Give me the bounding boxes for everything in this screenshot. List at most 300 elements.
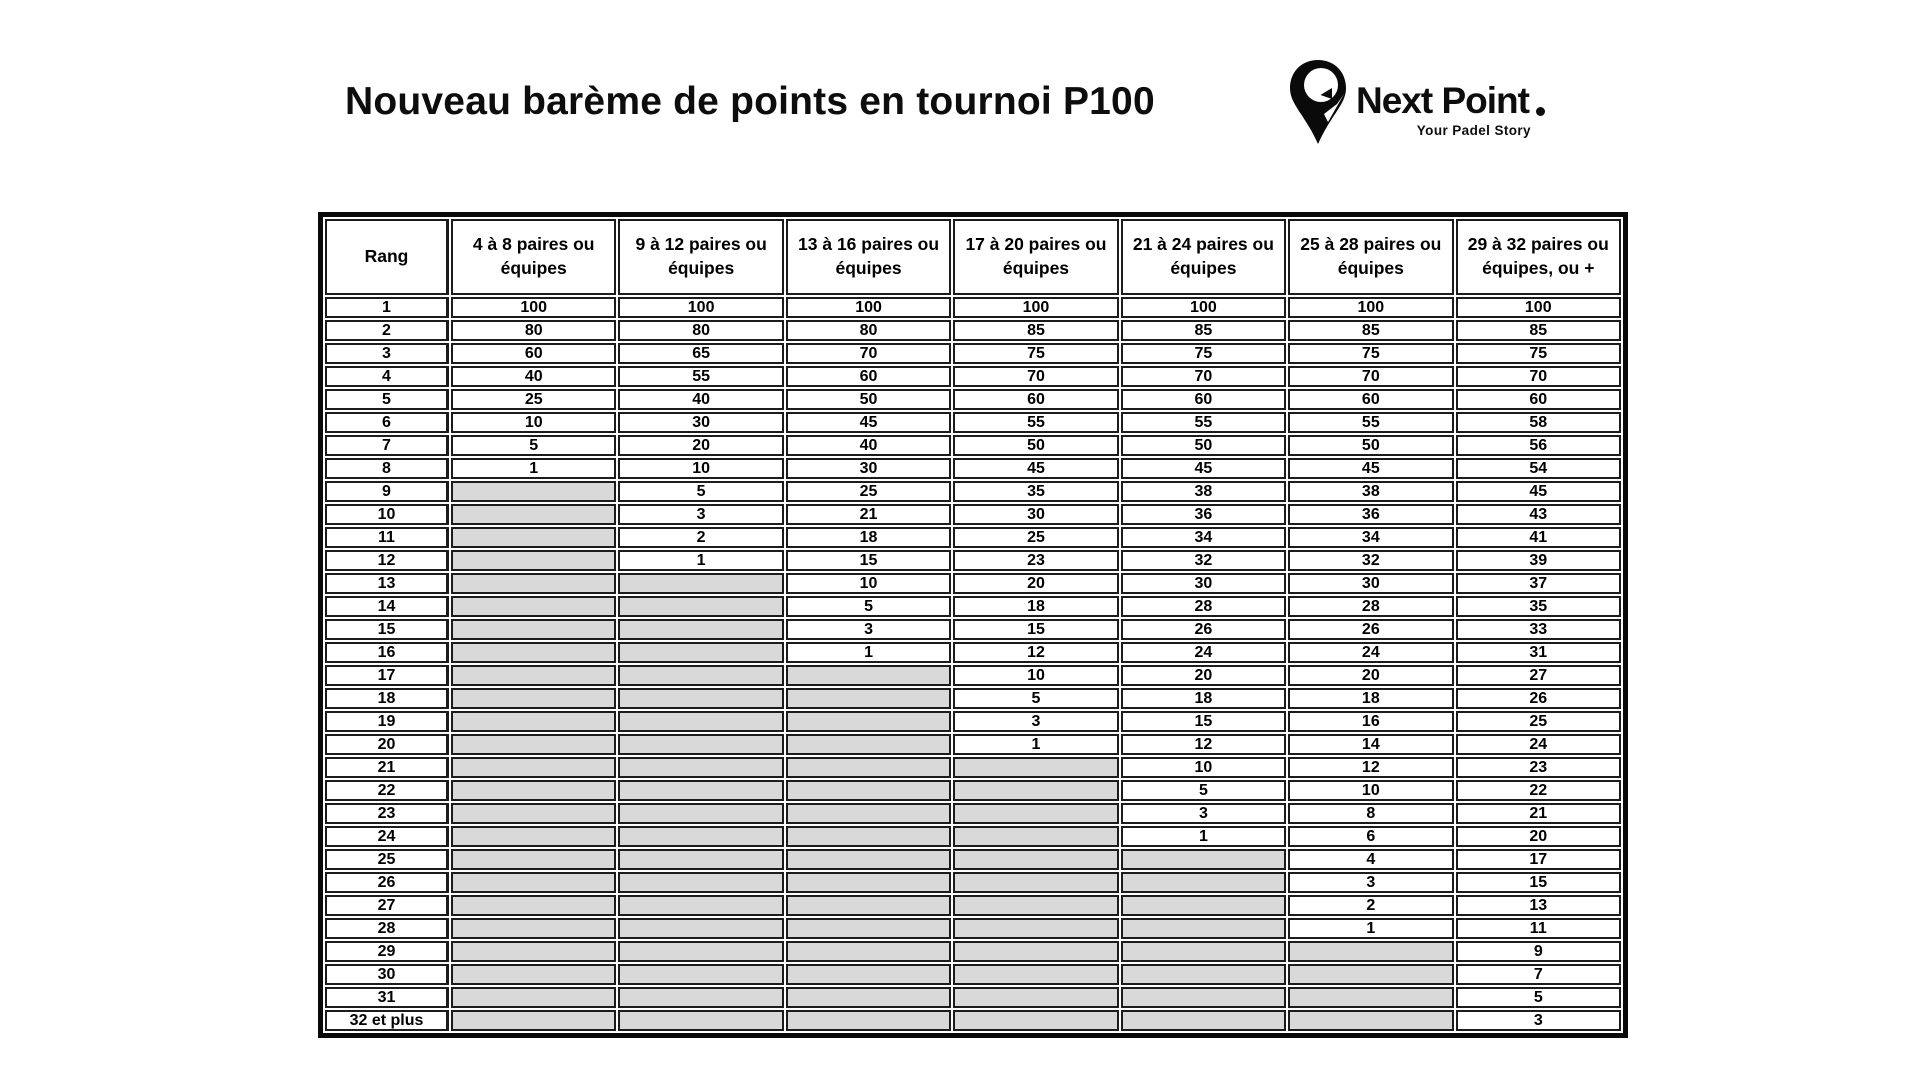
empty-cell	[451, 711, 616, 732]
points-cell: 85	[1288, 320, 1453, 341]
points-cell: 18	[1121, 688, 1286, 709]
rank-cell: 10	[325, 504, 449, 525]
points-cell: 26	[1121, 619, 1286, 640]
points-cell: 8	[1288, 803, 1453, 824]
rank-cell: 17	[325, 665, 449, 686]
rank-cell: 3	[325, 343, 449, 364]
points-cell: 12	[953, 642, 1118, 663]
points-cell: 3	[1288, 872, 1453, 893]
table-row	[325, 619, 1621, 640]
table-row	[325, 895, 1621, 916]
points-cell: 7	[1456, 964, 1621, 985]
rank-cell: 4	[325, 366, 449, 387]
brand-name: Next Point	[1356, 80, 1529, 121]
points-cell: 25	[1456, 711, 1621, 732]
empty-cell	[451, 642, 616, 663]
points-cell: 12	[1121, 734, 1286, 755]
points-cell: 4	[1288, 849, 1453, 870]
empty-cell	[451, 918, 616, 939]
points-cell: 5	[451, 435, 616, 456]
points-cell: 50	[1121, 435, 1286, 456]
empty-cell	[451, 550, 616, 571]
points-cell: 30	[786, 458, 951, 479]
points-cell: 10	[786, 573, 951, 594]
points-cell: 1	[618, 550, 783, 571]
empty-cell	[451, 826, 616, 847]
empty-cell	[786, 803, 951, 824]
points-cell: 25	[786, 481, 951, 502]
empty-cell	[953, 964, 1118, 985]
rank-cell: 16	[325, 642, 449, 663]
empty-cell	[953, 918, 1118, 939]
rank-cell: 21	[325, 757, 449, 778]
rank-cell: 7	[325, 435, 449, 456]
column-header-rank: Rang	[325, 219, 449, 295]
rank-cell: 13	[325, 573, 449, 594]
points-cell: 3	[786, 619, 951, 640]
brand-text-block	[1356, 82, 1545, 138]
points-cell: 54	[1456, 458, 1621, 479]
points-cell: 1	[786, 642, 951, 663]
empty-cell	[451, 596, 616, 617]
empty-cell	[786, 895, 951, 916]
points-cell: 45	[786, 412, 951, 433]
empty-cell	[618, 688, 783, 709]
points-cell: 1	[451, 458, 616, 479]
table-row	[325, 987, 1621, 1008]
points-cell: 100	[618, 297, 783, 318]
points-cell: 39	[1456, 550, 1621, 571]
points-cell: 3	[1121, 803, 1286, 824]
table-row	[325, 688, 1621, 709]
rank-cell: 20	[325, 734, 449, 755]
table-row	[325, 941, 1621, 962]
empty-cell	[618, 619, 783, 640]
points-cell: 5	[1456, 987, 1621, 1008]
points-cell: 10	[953, 665, 1118, 686]
empty-cell	[618, 780, 783, 801]
points-cell: 45	[1456, 481, 1621, 502]
empty-cell	[618, 849, 783, 870]
points-cell: 21	[1456, 803, 1621, 824]
points-cell: 10	[1121, 757, 1286, 778]
empty-cell	[1121, 1010, 1286, 1031]
empty-cell	[451, 504, 616, 525]
points-cell: 1	[1121, 826, 1286, 847]
points-cell: 60	[953, 389, 1118, 410]
empty-cell	[1121, 895, 1286, 916]
points-cell: 32	[1288, 550, 1453, 571]
points-cell: 70	[953, 366, 1118, 387]
points-cell: 60	[1121, 389, 1286, 410]
empty-cell	[1121, 849, 1286, 870]
empty-cell	[1288, 941, 1453, 962]
table-row	[325, 1010, 1621, 1031]
points-cell: 34	[1288, 527, 1453, 548]
table-row	[325, 757, 1621, 778]
empty-cell	[451, 941, 616, 962]
points-cell: 100	[1121, 297, 1286, 318]
points-cell: 24	[1456, 734, 1621, 755]
table-row	[325, 734, 1621, 755]
points-cell: 18	[786, 527, 951, 548]
rank-cell: 31	[325, 987, 449, 1008]
empty-cell	[618, 964, 783, 985]
rank-cell: 15	[325, 619, 449, 640]
points-table	[318, 212, 1628, 1038]
points-cell: 80	[451, 320, 616, 341]
column-header: 13 à 16 paires ou équipes	[786, 219, 951, 295]
rank-cell: 26	[325, 872, 449, 893]
empty-cell	[1288, 987, 1453, 1008]
column-header: 25 à 28 paires ou équipes	[1288, 219, 1453, 295]
points-cell: 55	[1121, 412, 1286, 433]
points-cell: 70	[1288, 366, 1453, 387]
empty-cell	[786, 780, 951, 801]
points-cell: 27	[1456, 665, 1621, 686]
points-cell: 1	[953, 734, 1118, 755]
points-cell: 12	[1288, 757, 1453, 778]
points-cell: 40	[786, 435, 951, 456]
points-cell: 41	[1456, 527, 1621, 548]
rank-cell: 2	[325, 320, 449, 341]
empty-cell	[618, 1010, 783, 1031]
points-cell: 14	[1288, 734, 1453, 755]
points-cell: 70	[786, 343, 951, 364]
points-cell: 38	[1288, 481, 1453, 502]
empty-cell	[618, 987, 783, 1008]
empty-cell	[1288, 1010, 1453, 1031]
column-header: 29 à 32 paires ou équipes, ou +	[1456, 219, 1621, 295]
points-cell: 22	[1456, 780, 1621, 801]
points-cell: 24	[1121, 642, 1286, 663]
rank-cell: 24	[325, 826, 449, 847]
empty-cell	[786, 757, 951, 778]
empty-cell	[953, 780, 1118, 801]
points-cell: 43	[1456, 504, 1621, 525]
points-cell: 26	[1456, 688, 1621, 709]
table-row	[325, 366, 1621, 387]
points-cell: 30	[1121, 573, 1286, 594]
empty-cell	[451, 964, 616, 985]
points-cell: 75	[1121, 343, 1286, 364]
points-cell: 100	[451, 297, 616, 318]
points-cell: 15	[953, 619, 1118, 640]
table-header-row	[325, 219, 1621, 295]
rank-cell: 18	[325, 688, 449, 709]
points-cell: 55	[1288, 412, 1453, 433]
points-cell: 1	[1288, 918, 1453, 939]
points-cell: 18	[953, 596, 1118, 617]
points-cell: 20	[1288, 665, 1453, 686]
points-cell: 10	[451, 412, 616, 433]
empty-cell	[786, 665, 951, 686]
empty-cell	[786, 918, 951, 939]
empty-cell	[618, 918, 783, 939]
rank-cell: 19	[325, 711, 449, 732]
points-cell: 55	[618, 366, 783, 387]
table-row	[325, 918, 1621, 939]
points-cell: 24	[1288, 642, 1453, 663]
points-cell: 16	[1288, 711, 1453, 732]
table-row	[325, 826, 1621, 847]
table-row	[325, 803, 1621, 824]
points-cell: 30	[618, 412, 783, 433]
empty-cell	[451, 849, 616, 870]
empty-cell	[451, 481, 616, 502]
empty-cell	[618, 573, 783, 594]
points-cell: 60	[1288, 389, 1453, 410]
table-row	[325, 504, 1621, 525]
points-cell: 40	[451, 366, 616, 387]
points-cell: 33	[1456, 619, 1621, 640]
empty-cell	[1121, 918, 1286, 939]
table-row	[325, 573, 1621, 594]
page-title: Nouveau barème de points en tournoi P100	[345, 80, 1155, 123]
rank-cell: 23	[325, 803, 449, 824]
points-cell: 65	[618, 343, 783, 364]
points-cell: 70	[1121, 366, 1286, 387]
empty-cell	[786, 826, 951, 847]
points-cell: 85	[953, 320, 1118, 341]
points-cell: 58	[1456, 412, 1621, 433]
empty-cell	[1121, 872, 1286, 893]
points-cell: 9	[1456, 941, 1621, 962]
points-cell: 3	[618, 504, 783, 525]
points-cell: 100	[786, 297, 951, 318]
points-cell: 38	[1121, 481, 1286, 502]
points-cell: 2	[1288, 895, 1453, 916]
empty-cell	[786, 711, 951, 732]
points-cell: 20	[953, 573, 1118, 594]
points-cell: 30	[1288, 573, 1453, 594]
points-cell: 80	[786, 320, 951, 341]
empty-cell	[451, 780, 616, 801]
empty-cell	[953, 895, 1118, 916]
empty-cell	[451, 619, 616, 640]
points-cell: 15	[1121, 711, 1286, 732]
points-cell: 6	[1288, 826, 1453, 847]
table-row	[325, 964, 1621, 985]
rank-cell: 6	[325, 412, 449, 433]
rank-cell: 25	[325, 849, 449, 870]
empty-cell	[451, 1010, 616, 1031]
padel-pin-icon	[1288, 58, 1348, 146]
points-cell: 75	[1288, 343, 1453, 364]
points-cell: 35	[953, 481, 1118, 502]
points-cell: 70	[1456, 366, 1621, 387]
points-cell: 23	[953, 550, 1118, 571]
points-cell: 50	[1288, 435, 1453, 456]
points-cell: 28	[1288, 596, 1453, 617]
points-cell: 100	[953, 297, 1118, 318]
points-cell: 2	[618, 527, 783, 548]
brand-tagline: Your Padel Story	[1416, 123, 1531, 138]
points-cell: 45	[1121, 458, 1286, 479]
points-cell: 15	[1456, 872, 1621, 893]
points-cell: 60	[786, 366, 951, 387]
empty-cell	[1121, 964, 1286, 985]
rank-cell: 29	[325, 941, 449, 962]
points-cell: 25	[953, 527, 1118, 548]
empty-cell	[451, 987, 616, 1008]
empty-cell	[953, 872, 1118, 893]
points-cell: 15	[786, 550, 951, 571]
empty-cell	[618, 757, 783, 778]
points-cell: 60	[451, 343, 616, 364]
points-cell: 75	[953, 343, 1118, 364]
empty-cell	[451, 757, 616, 778]
points-cell: 75	[1456, 343, 1621, 364]
rank-cell: 22	[325, 780, 449, 801]
points-cell: 100	[1288, 297, 1453, 318]
empty-cell	[953, 826, 1118, 847]
rank-cell: 28	[325, 918, 449, 939]
empty-cell	[786, 849, 951, 870]
points-cell: 18	[1288, 688, 1453, 709]
empty-cell	[451, 665, 616, 686]
table-row	[325, 412, 1621, 433]
points-cell: 56	[1456, 435, 1621, 456]
empty-cell	[451, 573, 616, 594]
empty-cell	[618, 941, 783, 962]
points-cell: 21	[786, 504, 951, 525]
points-cell: 100	[1456, 297, 1621, 318]
empty-cell	[618, 734, 783, 755]
points-cell: 10	[618, 458, 783, 479]
points-cell: 60	[1456, 389, 1621, 410]
points-cell: 36	[1121, 504, 1286, 525]
empty-cell	[953, 941, 1118, 962]
column-header: 21 à 24 paires ou équipes	[1121, 219, 1286, 295]
empty-cell	[953, 987, 1118, 1008]
points-cell: 13	[1456, 895, 1621, 916]
points-cell: 85	[1456, 320, 1621, 341]
points-cell: 3	[1456, 1010, 1621, 1031]
rank-cell: 9	[325, 481, 449, 502]
table-row	[325, 596, 1621, 617]
points-cell: 17	[1456, 849, 1621, 870]
empty-cell	[786, 734, 951, 755]
empty-cell	[786, 1010, 951, 1031]
rank-cell: 32 et plus	[325, 1010, 449, 1031]
table-row	[325, 711, 1621, 732]
points-cell: 20	[1121, 665, 1286, 686]
rank-cell: 5	[325, 389, 449, 410]
column-header: 17 à 20 paires ou équipes	[953, 219, 1118, 295]
table-row	[325, 297, 1621, 318]
rank-cell: 12	[325, 550, 449, 571]
empty-cell	[451, 734, 616, 755]
empty-cell	[618, 826, 783, 847]
empty-cell	[786, 872, 951, 893]
rank-cell: 14	[325, 596, 449, 617]
points-cell: 55	[953, 412, 1118, 433]
empty-cell	[618, 642, 783, 663]
empty-cell	[786, 987, 951, 1008]
points-cell: 20	[1456, 826, 1621, 847]
column-header: 9 à 12 paires ou équipes	[618, 219, 783, 295]
points-cell: 5	[953, 688, 1118, 709]
table-row	[325, 320, 1621, 341]
table-row	[325, 872, 1621, 893]
points-cell: 34	[1121, 527, 1286, 548]
rank-cell: 27	[325, 895, 449, 916]
empty-cell	[618, 596, 783, 617]
empty-cell	[618, 895, 783, 916]
empty-cell	[953, 1010, 1118, 1031]
empty-cell	[618, 872, 783, 893]
points-cell: 30	[953, 504, 1118, 525]
points-cell: 20	[618, 435, 783, 456]
empty-cell	[786, 688, 951, 709]
points-cell: 45	[1288, 458, 1453, 479]
points-cell: 35	[1456, 596, 1621, 617]
table-row	[325, 458, 1621, 479]
empty-cell	[451, 895, 616, 916]
empty-cell	[618, 665, 783, 686]
empty-cell	[1121, 987, 1286, 1008]
table-row	[325, 527, 1621, 548]
points-cell: 50	[786, 389, 951, 410]
table-row	[325, 849, 1621, 870]
points-cell: 31	[1456, 642, 1621, 663]
empty-cell	[618, 803, 783, 824]
empty-cell	[451, 803, 616, 824]
empty-cell	[451, 527, 616, 548]
empty-cell	[451, 688, 616, 709]
points-cell: 36	[1288, 504, 1453, 525]
table-row	[325, 481, 1621, 502]
rank-cell: 11	[325, 527, 449, 548]
points-cell: 23	[1456, 757, 1621, 778]
empty-cell	[953, 849, 1118, 870]
table-row	[325, 343, 1621, 364]
table-row	[325, 780, 1621, 801]
empty-cell	[618, 711, 783, 732]
empty-cell	[451, 872, 616, 893]
points-cell: 45	[953, 458, 1118, 479]
points-cell: 37	[1456, 573, 1621, 594]
points-cell: 10	[1288, 780, 1453, 801]
points-cell: 3	[953, 711, 1118, 732]
points-cell: 5	[786, 596, 951, 617]
points-cell: 26	[1288, 619, 1453, 640]
points-cell: 5	[618, 481, 783, 502]
rank-cell: 30	[325, 964, 449, 985]
rank-cell: 1	[325, 297, 449, 318]
empty-cell	[953, 803, 1118, 824]
brand-logo	[1288, 58, 1545, 146]
table-row	[325, 550, 1621, 571]
points-cell: 50	[953, 435, 1118, 456]
points-cell: 11	[1456, 918, 1621, 939]
empty-cell	[1121, 941, 1286, 962]
table-row	[325, 389, 1621, 410]
empty-cell	[786, 941, 951, 962]
empty-cell	[786, 964, 951, 985]
points-cell: 28	[1121, 596, 1286, 617]
points-cell: 40	[618, 389, 783, 410]
rank-cell: 8	[325, 458, 449, 479]
points-cell: 85	[1121, 320, 1286, 341]
points-cell: 32	[1121, 550, 1286, 571]
registered-dot-icon	[1536, 107, 1545, 116]
points-cell: 5	[1121, 780, 1286, 801]
table-row	[325, 665, 1621, 686]
table-row	[325, 642, 1621, 663]
empty-cell	[953, 757, 1118, 778]
